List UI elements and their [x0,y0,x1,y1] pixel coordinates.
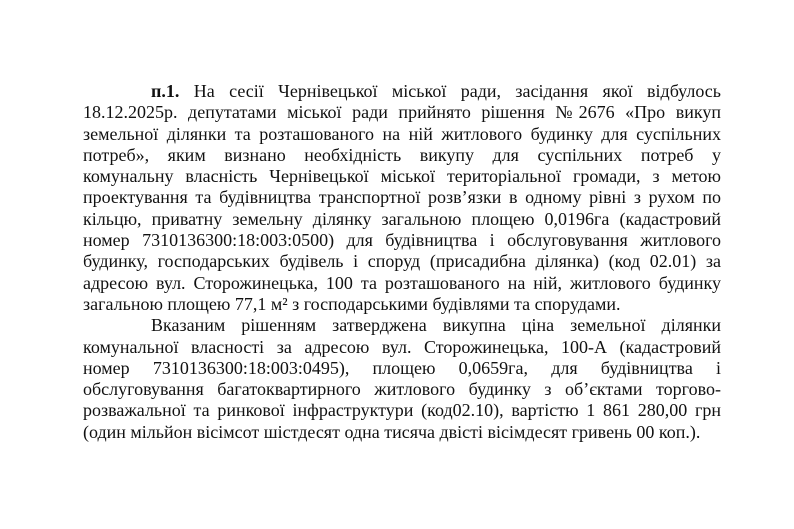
line-text: Вказаним рішенням затверджена викупна ціна земельної ділянки [151,315,721,336]
paragraph-line: загальною площею 77,1 м² з господарськими будівлями та спорудами. [83,293,621,314]
paragraph-line: розважальної та ринкової інфраструктури (код02.10), вартістю 1 861 280,00 грн [83,400,721,421]
paragraph-line: комунальну власність Чернівецької міської територіальної громади, з метою [83,166,721,187]
paragraph-line: номер 7310136300:18:003:0495), площею 0,0659га, для будівництва і [83,357,721,378]
clause-number: п.1. [151,81,180,101]
paragraph-line: потреб», яким визнано необхідність викупу для суспільних потреб у [83,144,721,165]
paragraph-line: проектування та будівництва транспортної розв’язки в одному рівні з рухом по [83,187,721,208]
paragraph-line [83,315,721,336]
paragraph-line: обслуговування багатоквартирного житлового будинку з об’єктами торгово- [83,379,721,400]
paragraph-line: 18.12.2025р. депутатами міської ради прийнято рішення №2676 «Про викуп [83,102,721,123]
document-text [83,81,721,443]
paragraph-line: комунальної власності за адресою вул. Сторожинецька, 100-А (кадастровий [83,336,721,357]
line-text: На сесії Чернівецької міської ради, засідання якої відбулось [193,81,721,101]
paragraph-line: адресою вул. Сторожинецька, 100 та розташованого на ній, житлового будинку [83,272,721,293]
paragraph-line [83,81,721,102]
paragraph-line: земельної ділянки та розташованого на ній житлового будинку для суспільних [83,123,721,144]
paragraph-line: номер 7310136300:18:003:0500) для будівництва і обслуговування житлового [83,230,721,251]
paragraph-line: кільцю, приватну земельну ділянку загальною площею 0,0196га (кадастровий [83,208,721,229]
paragraph-1 [83,81,721,315]
paragraph-line: (один мільйон вісімсот шістдесят одна тисяча двісті вісімдесят гривень 00 коп.). [83,421,701,442]
paragraph-2 [83,315,721,443]
paragraph-line: будинку, господарських будівель і споруд (присадибна ділянка) (код 02.01) за [83,251,721,272]
